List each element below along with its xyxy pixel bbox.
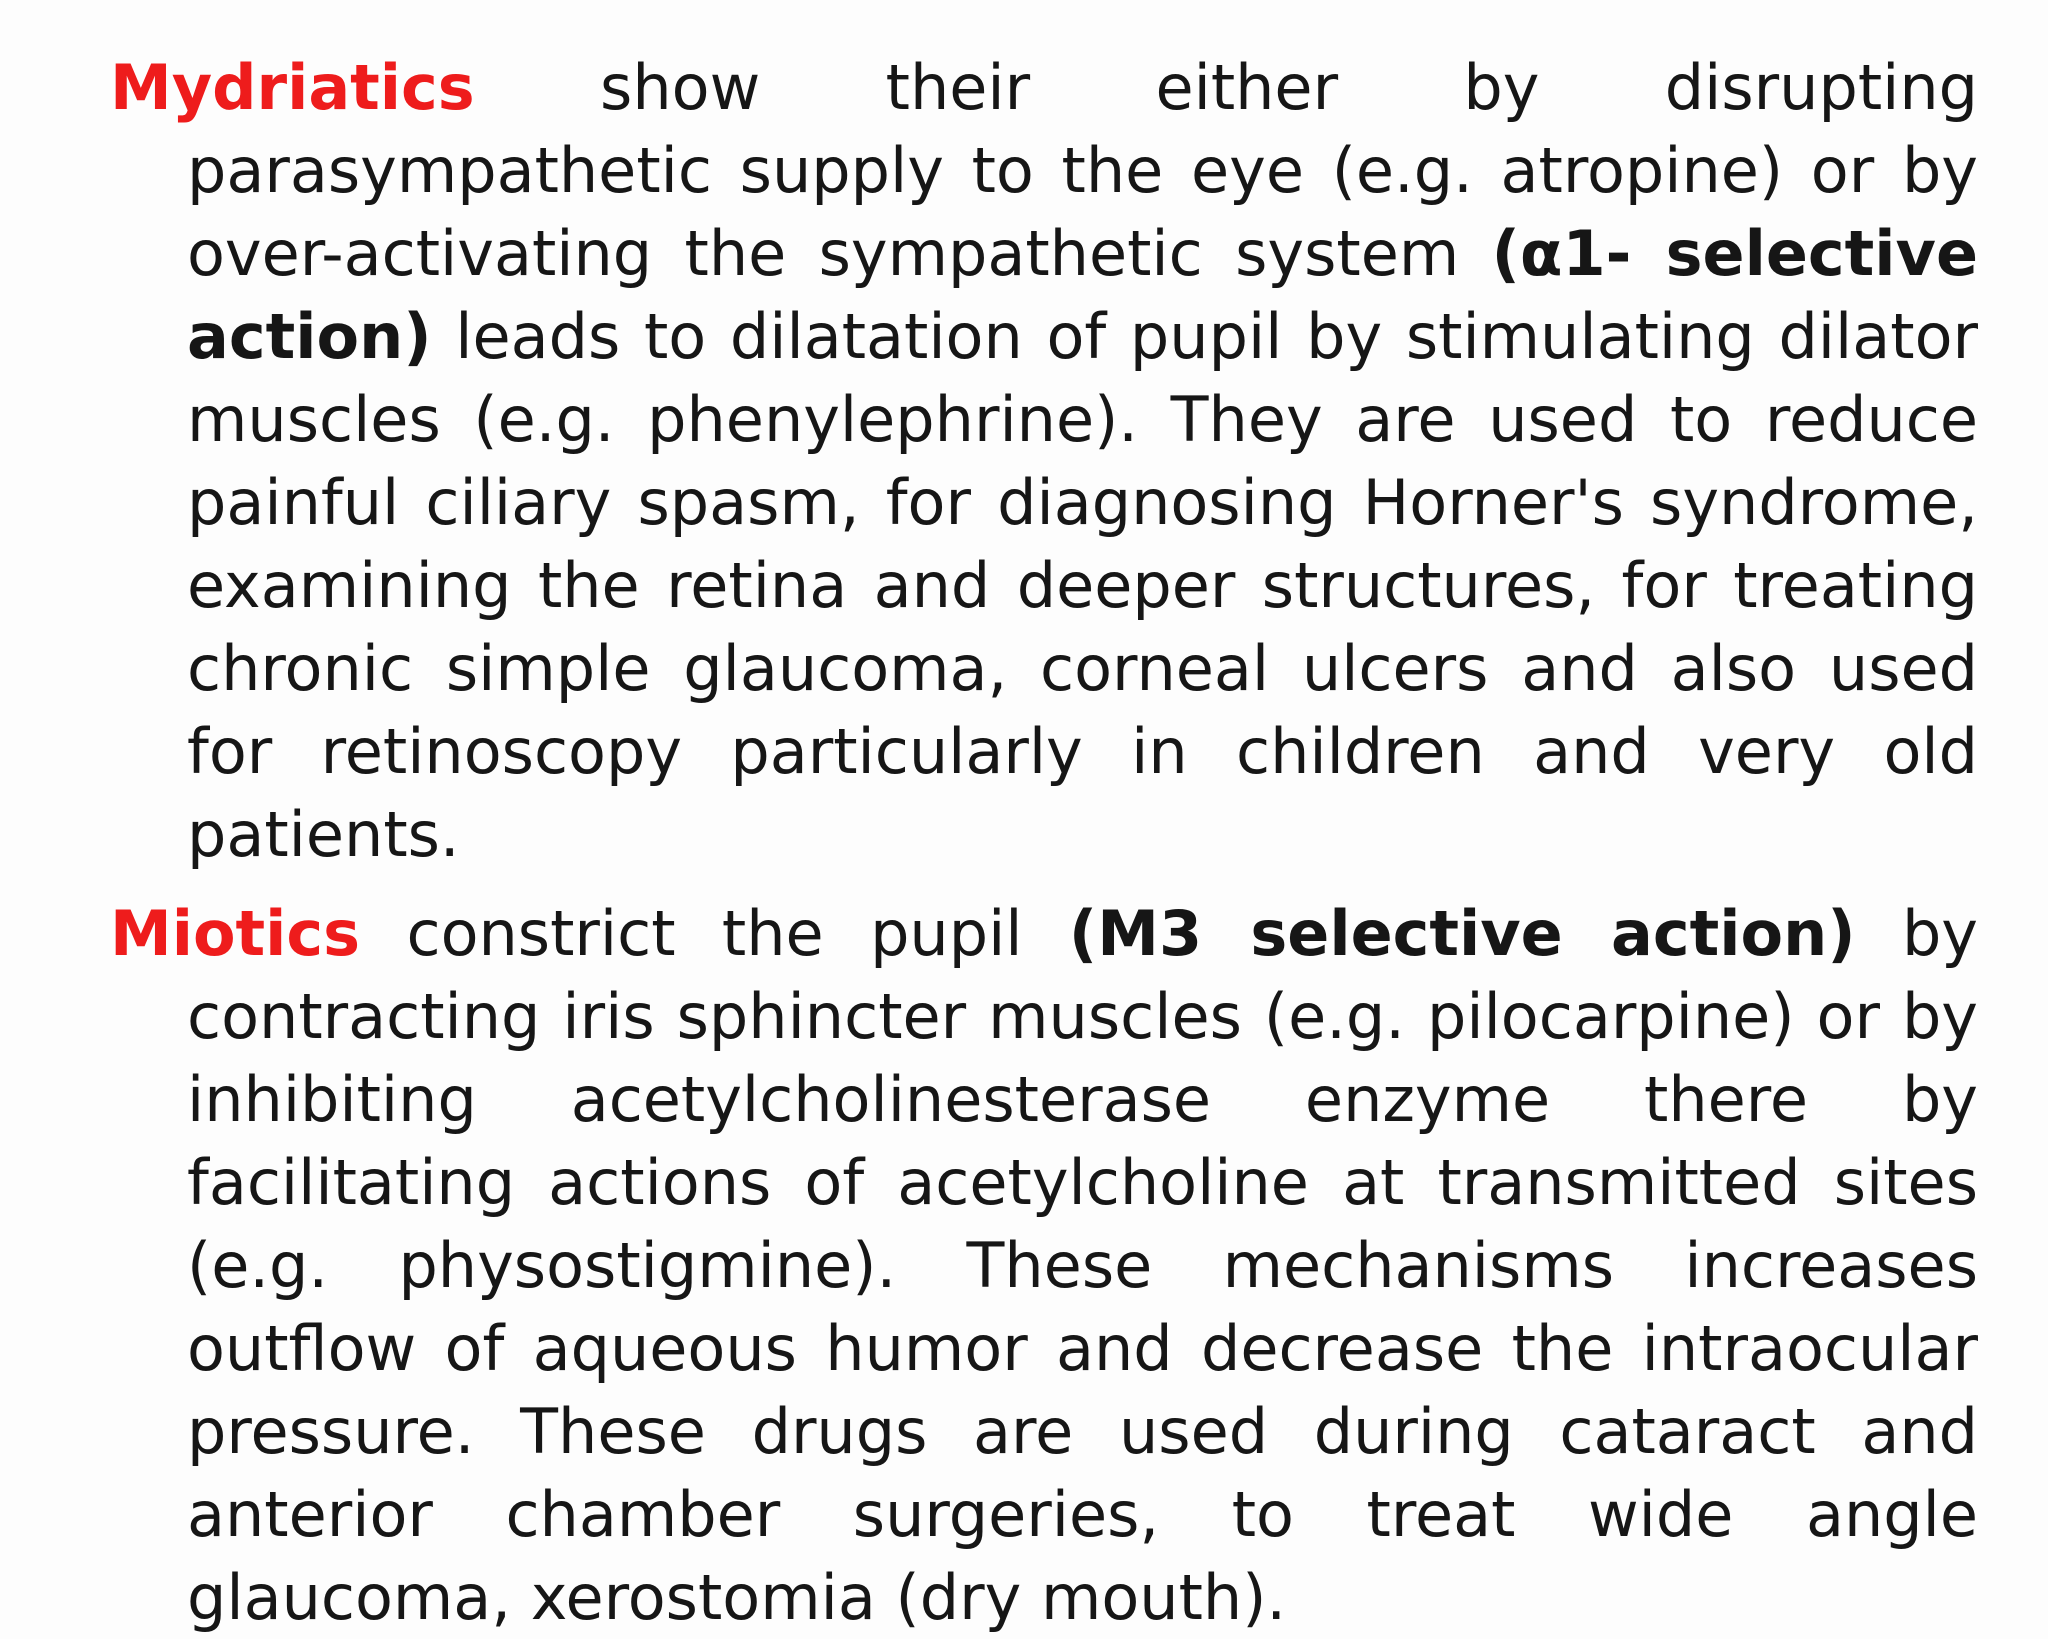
mydriatics-emphasis: (α1- selective action) [187, 217, 1978, 373]
mydriatics-paragraph [110, 46, 1978, 876]
miotics-text-2: by contracting iris sphincter muscles (e.g. pilocarpine) or by inhibiting acetylcholinesterase enzyme there by facilitating actions of acetylcholine at transmitted sites (e.g. physostigmine). These mechanisms increases outflow of aqueous humor and decrease the intraocular pressure. These drugs are used during cataract and anterior chamber surgeries, to treat wide angle glaucoma, xerostomia (dry mouth). [187, 897, 1978, 1634]
miotics-term: Miotics [110, 897, 361, 970]
mydriatics-term: Mydriatics [110, 51, 475, 124]
miotics-paragraph [110, 892, 1978, 1639]
mydriatics-text-1: show their either by disrupting parasympathetic supply to the eye (e.g. atropine) or by over-activating the sympathetic system [187, 51, 1978, 290]
miotics-text-1: constrict the pupil [360, 897, 1069, 970]
mydriatics-text-2: leads to dilatation of pupil by stimulating dilator muscles (e.g. phenylephrine). They are used to reduce painful ciliary spasm, for diagnosing Horner's syndrome, examining the retina and deeper structures, for treating chronic simple glaucoma, corneal ulcers and also used for retinoscopy particularly in children and very old patients. [187, 300, 1978, 871]
miotics-emphasis: (M3 selective action) [1068, 897, 1856, 970]
